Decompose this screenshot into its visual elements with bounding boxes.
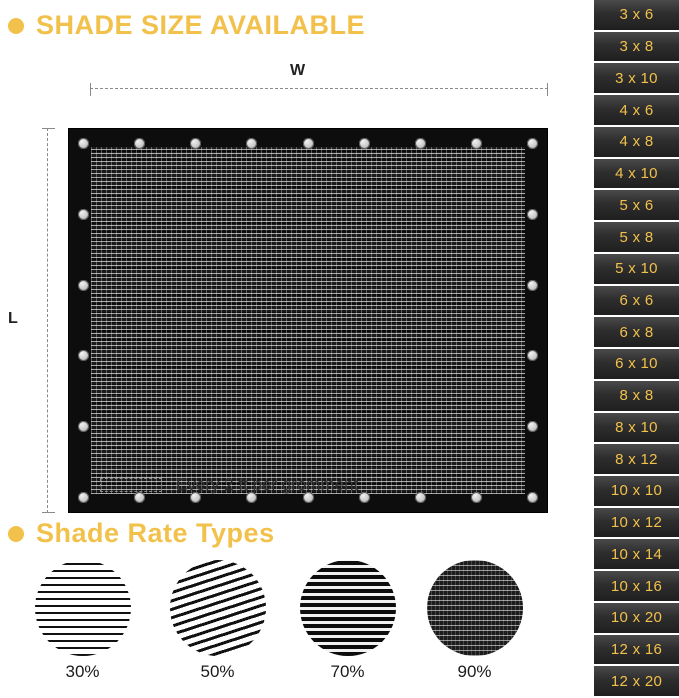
shade-rate-item xyxy=(30,560,135,682)
section-title-shade-size: SHADE SIZE AVAILABLE xyxy=(36,10,366,40)
size-chip[interactable]: 12 x 16 xyxy=(594,635,679,665)
shade-cloth xyxy=(68,128,548,513)
length-dimension-line xyxy=(47,128,48,513)
size-chip[interactable]: 10 x 16 xyxy=(594,571,679,601)
size-chip[interactable]: 6 x 6 xyxy=(594,286,679,316)
size-chip[interactable]: 8 x 8 xyxy=(594,381,679,411)
size-chip[interactable]: 10 x 12 xyxy=(594,508,679,538)
shade-rate-swatch-30 xyxy=(35,560,131,656)
grommet-icon xyxy=(78,138,89,149)
size-chip[interactable]: 4 x 10 xyxy=(594,159,679,189)
length-dimension-label: L xyxy=(8,310,18,327)
grommet-icon xyxy=(78,209,89,220)
shade-rate-label: 70% xyxy=(330,662,365,681)
section-title-shade-rate: Shade Rate Types xyxy=(36,518,275,548)
shade-rate-label: 30% xyxy=(65,662,100,681)
available-size-list xyxy=(594,0,679,698)
shade-rate-label: 90% xyxy=(457,662,492,681)
shade-rate-swatch-90 xyxy=(427,560,523,656)
shade-cloth-mesh-texture xyxy=(91,147,525,494)
grommet-icon xyxy=(359,138,370,149)
section-heading-shade-size xyxy=(8,10,365,41)
size-chip[interactable]: 3 x 10 xyxy=(594,63,679,93)
width-dimension-line xyxy=(90,88,548,89)
shade-rate-swatch-list xyxy=(10,560,590,690)
shade-rate-swatch-50 xyxy=(170,560,266,656)
shade-rate-item xyxy=(165,560,270,682)
grommet-icon xyxy=(527,492,538,503)
grommet-icon xyxy=(78,492,89,503)
shade-rate-item xyxy=(422,560,527,682)
size-chip[interactable]: 10 x 20 xyxy=(594,603,679,633)
size-chip[interactable]: 3 x 8 xyxy=(594,32,679,62)
grommet-spacing-bracket xyxy=(100,478,162,492)
size-chip[interactable]: 12 x 20 xyxy=(594,666,679,696)
section-heading-shade-rate xyxy=(8,518,275,549)
size-chip[interactable]: 4 x 6 xyxy=(594,95,679,125)
grommet-icon xyxy=(415,492,426,503)
grommet-spacing-note xyxy=(100,475,358,495)
size-chip[interactable]: 4 x 8 xyxy=(594,127,679,157)
shade-rate-label: 50% xyxy=(200,662,235,681)
size-chip[interactable]: 5 x 8 xyxy=(594,222,679,252)
grommet-icon xyxy=(471,492,482,503)
size-chip[interactable]: 6 x 10 xyxy=(594,349,679,379)
grommet-icon xyxy=(303,138,314,149)
size-chip[interactable]: 6 x 8 xyxy=(594,317,679,347)
bullet-icon xyxy=(8,526,24,542)
size-chip[interactable]: 8 x 10 xyxy=(594,413,679,443)
grommet-icon xyxy=(527,138,538,149)
grommet-icon xyxy=(78,280,89,291)
size-chip[interactable]: 10 x 14 xyxy=(594,539,679,569)
grommet-spacing-text: Every 2 ft per gromment xyxy=(176,475,359,494)
size-chip[interactable]: 5 x 10 xyxy=(594,254,679,284)
shade-rate-item xyxy=(295,560,400,682)
grommet-icon xyxy=(527,209,538,220)
grommet-icon xyxy=(471,138,482,149)
grommet-icon xyxy=(415,138,426,149)
shade-dimension-diagram xyxy=(0,55,585,505)
shade-cloth-border xyxy=(68,128,548,513)
width-dimension-label: W xyxy=(290,62,306,79)
bullet-icon xyxy=(8,18,24,34)
size-chip[interactable]: 8 x 12 xyxy=(594,444,679,474)
size-chip[interactable]: 3 x 6 xyxy=(594,0,679,30)
size-chip[interactable]: 10 x 10 xyxy=(594,476,679,506)
grommet-icon xyxy=(527,280,538,291)
shade-rate-swatch-70 xyxy=(300,560,396,656)
size-chip[interactable]: 5 x 6 xyxy=(594,190,679,220)
grommet-icon xyxy=(359,492,370,503)
